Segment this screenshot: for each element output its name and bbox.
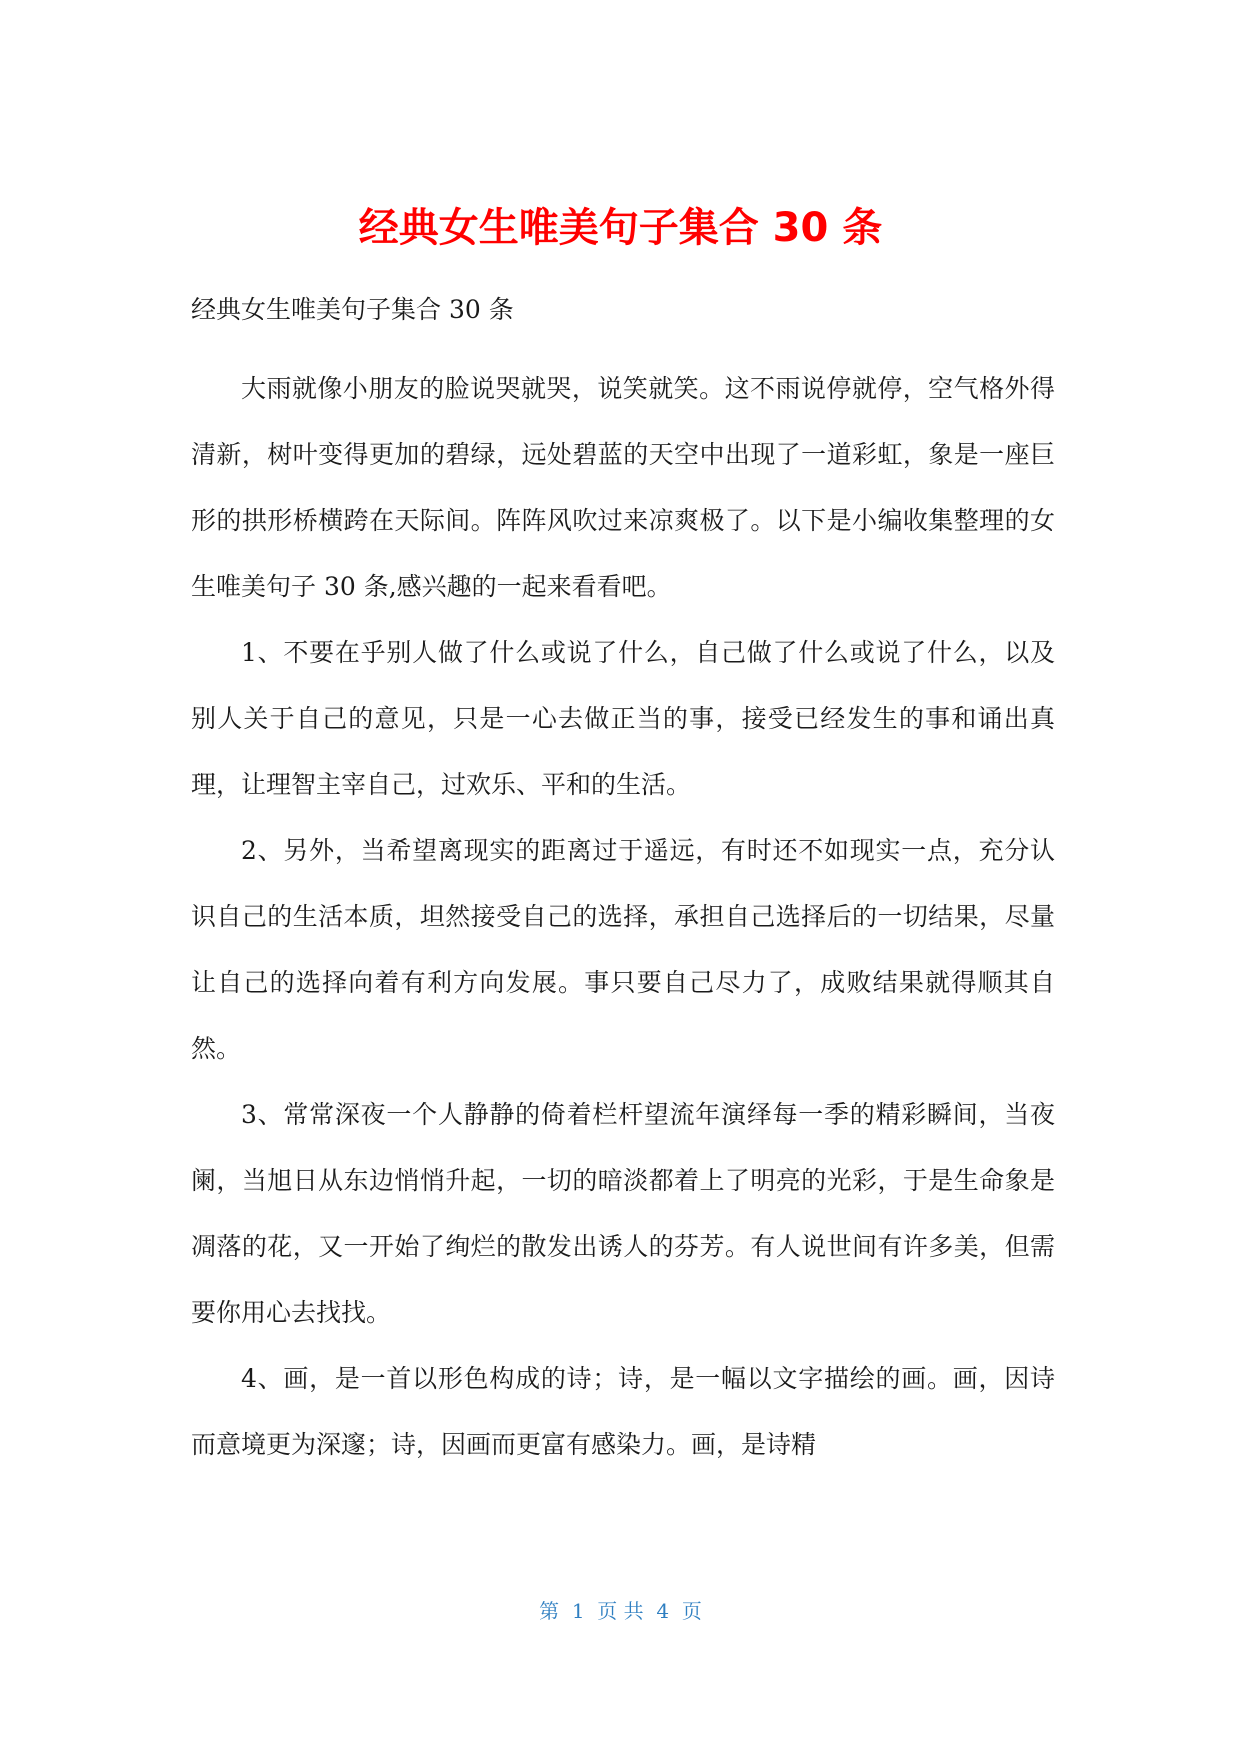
paragraph-item-4: 4、画，是一首以形色构成的诗；诗，是一幅以文字描绘的画。画，因诗而意境更为深邃；诗，因画而更富有感染力。画，是诗精 — [191, 1364, 1055, 1459]
paragraph-item-3: 3、常常深夜一个人静静的倚着栏杆望流年演绎每一季的精彩瞬间，当夜阑，当旭日从东边悄悄升起，一切的暗淡都着上了明亮的光彩，于是生命象是凋落的花，又一开始了绚烂的散发出诱人的芬芳。有人说世间有许多美，但需要你用心去找找。 — [191, 1100, 1055, 1327]
paragraph-item-1: 1、不要在乎别人做了什么或说了什么，自己做了什么或说了什么，以及别人关于自己的意见，只是一心去做正当的事，接受已经发生的事和诵出真理，让理智主宰自己，过欢乐、平和的生活。 — [191, 638, 1055, 799]
document-body — [191, 356, 1055, 1478]
document-title: 经典女生唯美句子集合 30 条 — [358, 205, 883, 251]
paragraph-intro: 大雨就像小朋友的脸说哭就哭，说笑就笑。这不雨说停就停，空气格外得清新，树叶变得更加的碧绿，远处碧蓝的天空中出现了一道彩虹，象是一座巨形的拱形桥横跨在天际间。阵阵风吹过来凉爽极了。以下是小编收集整理的女生唯美句子 30 条,感兴趣的一起来看看吧。 — [191, 374, 1055, 601]
paragraph-item-2: 2、另外，当希望离现实的距离过于遥远，有时还不如现实一点，充分认识自己的生活本质，坦然接受自己的选择，承担自己选择后的一切结果，尽量让自己的选择向着有利方向发展。事只要自己尽力了，成败结果就得顺其自然。 — [191, 836, 1055, 1063]
page-number-footer: 第 1 页 共 4 页 — [539, 1599, 702, 1623]
document-subtitle: 经典女生唯美句子集合 30 条 — [191, 295, 514, 324]
